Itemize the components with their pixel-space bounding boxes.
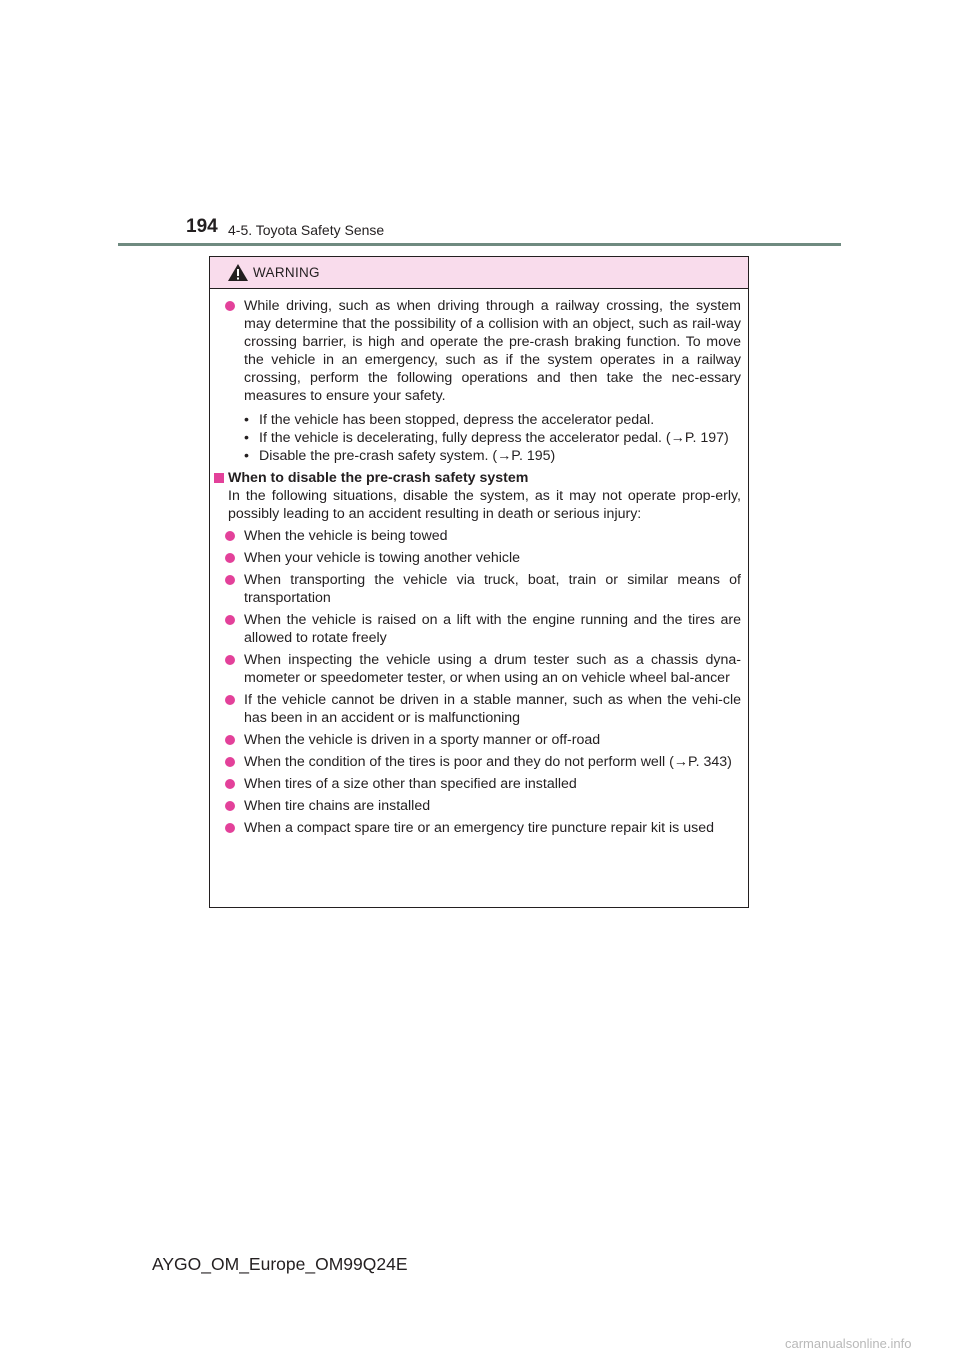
section-title: 4-5. Toyota Safety Sense <box>228 222 385 238</box>
warning-label: WARNING <box>253 265 320 280</box>
bullet-dot-icon <box>225 757 235 767</box>
bullet-dot-icon <box>225 531 235 541</box>
situation-text: When the vehicle is driven in a sporty manner or off-road <box>244 732 601 748</box>
bullet-dot-icon <box>225 575 235 585</box>
bullet-dot-icon <box>225 655 235 665</box>
bullet-dot-icon <box>225 615 235 625</box>
situation-text: When tires of a size other than specified are installed <box>244 776 577 792</box>
sub-item <box>244 447 741 465</box>
situation-item <box>210 691 748 727</box>
watermark: carmanualsonline.info <box>785 1336 912 1351</box>
bullet-dot-icon <box>225 301 235 311</box>
document-code: AYGO_OM_Europe_OM99Q24E <box>152 1254 408 1274</box>
section-block <box>210 469 748 523</box>
sub-item-marker: • <box>244 430 249 446</box>
warning-box <box>209 256 749 908</box>
situation-item <box>210 819 748 837</box>
situation-text: When tire chains are installed <box>244 798 431 814</box>
sub-item-text: If the vehicle has been stopped, depress the accelerator pedal. <box>259 412 655 428</box>
header-divider <box>118 243 841 246</box>
bullet-dot-icon <box>225 823 235 833</box>
warning-body <box>210 297 748 841</box>
warning-bullet <box>210 297 748 405</box>
situation-text: When a compact spare tire or an emergency tire puncture repair kit is used <box>244 820 714 836</box>
sub-item-text: Disable the pre-crash safety system. (→P. 195) <box>259 448 556 464</box>
situation-text: When the condition of the tires is poor and they do not perform well (→P. 343) <box>244 754 732 770</box>
bullet-dot-icon <box>225 801 235 811</box>
situation-text: When inspecting the vehicle using a drum tester such as a chassis dyna-mometer or speedometer tester, or when using an on vehicle wheel bal-ancer <box>244 652 741 686</box>
situation-item <box>210 571 748 607</box>
page-number: 194 <box>186 216 218 237</box>
bullet-dot-icon <box>225 779 235 789</box>
situation-text: When the vehicle is being towed <box>244 528 448 544</box>
situation-text: If the vehicle cannot be driven in a stable manner, such as when the vehi-cle has been in an accident or is malfunctioning <box>244 692 741 726</box>
warning-bullet-text: While driving, such as when driving through a railway crossing, the system may determine that the possibility of a collision with an object, such as rail-way crossing barrier, is high and operate the pre-crash braking function. To move the vehicle in an emergency, such as if the system operates in a railway crossing, perform the following operations and then take the nec-essary measures to ensure your safety. <box>244 298 741 404</box>
warning-triangle-icon <box>227 263 249 282</box>
situation-item <box>210 549 748 567</box>
sub-item <box>244 411 741 429</box>
situation-text: When your vehicle is towing another vehicle <box>244 550 521 566</box>
situation-text: When the vehicle is raised on a lift with the engine running and the tires are allowed to rotate freely <box>244 612 741 646</box>
sub-list <box>210 411 748 465</box>
square-bullet-icon <box>214 473 224 483</box>
section-heading: When to disable the pre-crash safety system <box>228 470 529 486</box>
bullet-dot-icon <box>225 735 235 745</box>
bullet-dot-icon <box>225 695 235 705</box>
sub-item-marker: • <box>244 412 249 428</box>
situation-item <box>210 611 748 647</box>
situation-item <box>210 527 748 545</box>
situation-item <box>210 775 748 793</box>
situation-item <box>210 753 748 771</box>
sub-item-marker: • <box>244 448 249 464</box>
situation-item <box>210 797 748 815</box>
warning-header <box>210 257 748 289</box>
bullet-dot-icon <box>225 553 235 563</box>
situation-item <box>210 731 748 749</box>
situation-item <box>210 651 748 687</box>
section-intro: In the following situations, disable the system, as it may not operate prop-erly, possibly leading to an accident resulting in death or serious injury: <box>228 488 741 522</box>
sub-item <box>244 429 741 447</box>
situation-text: When transporting the vehicle via truck, boat, train or similar means of transportation <box>244 572 741 606</box>
sub-item-text: If the vehicle is decelerating, fully depress the accelerator pedal. (→P. 197) <box>259 430 729 446</box>
